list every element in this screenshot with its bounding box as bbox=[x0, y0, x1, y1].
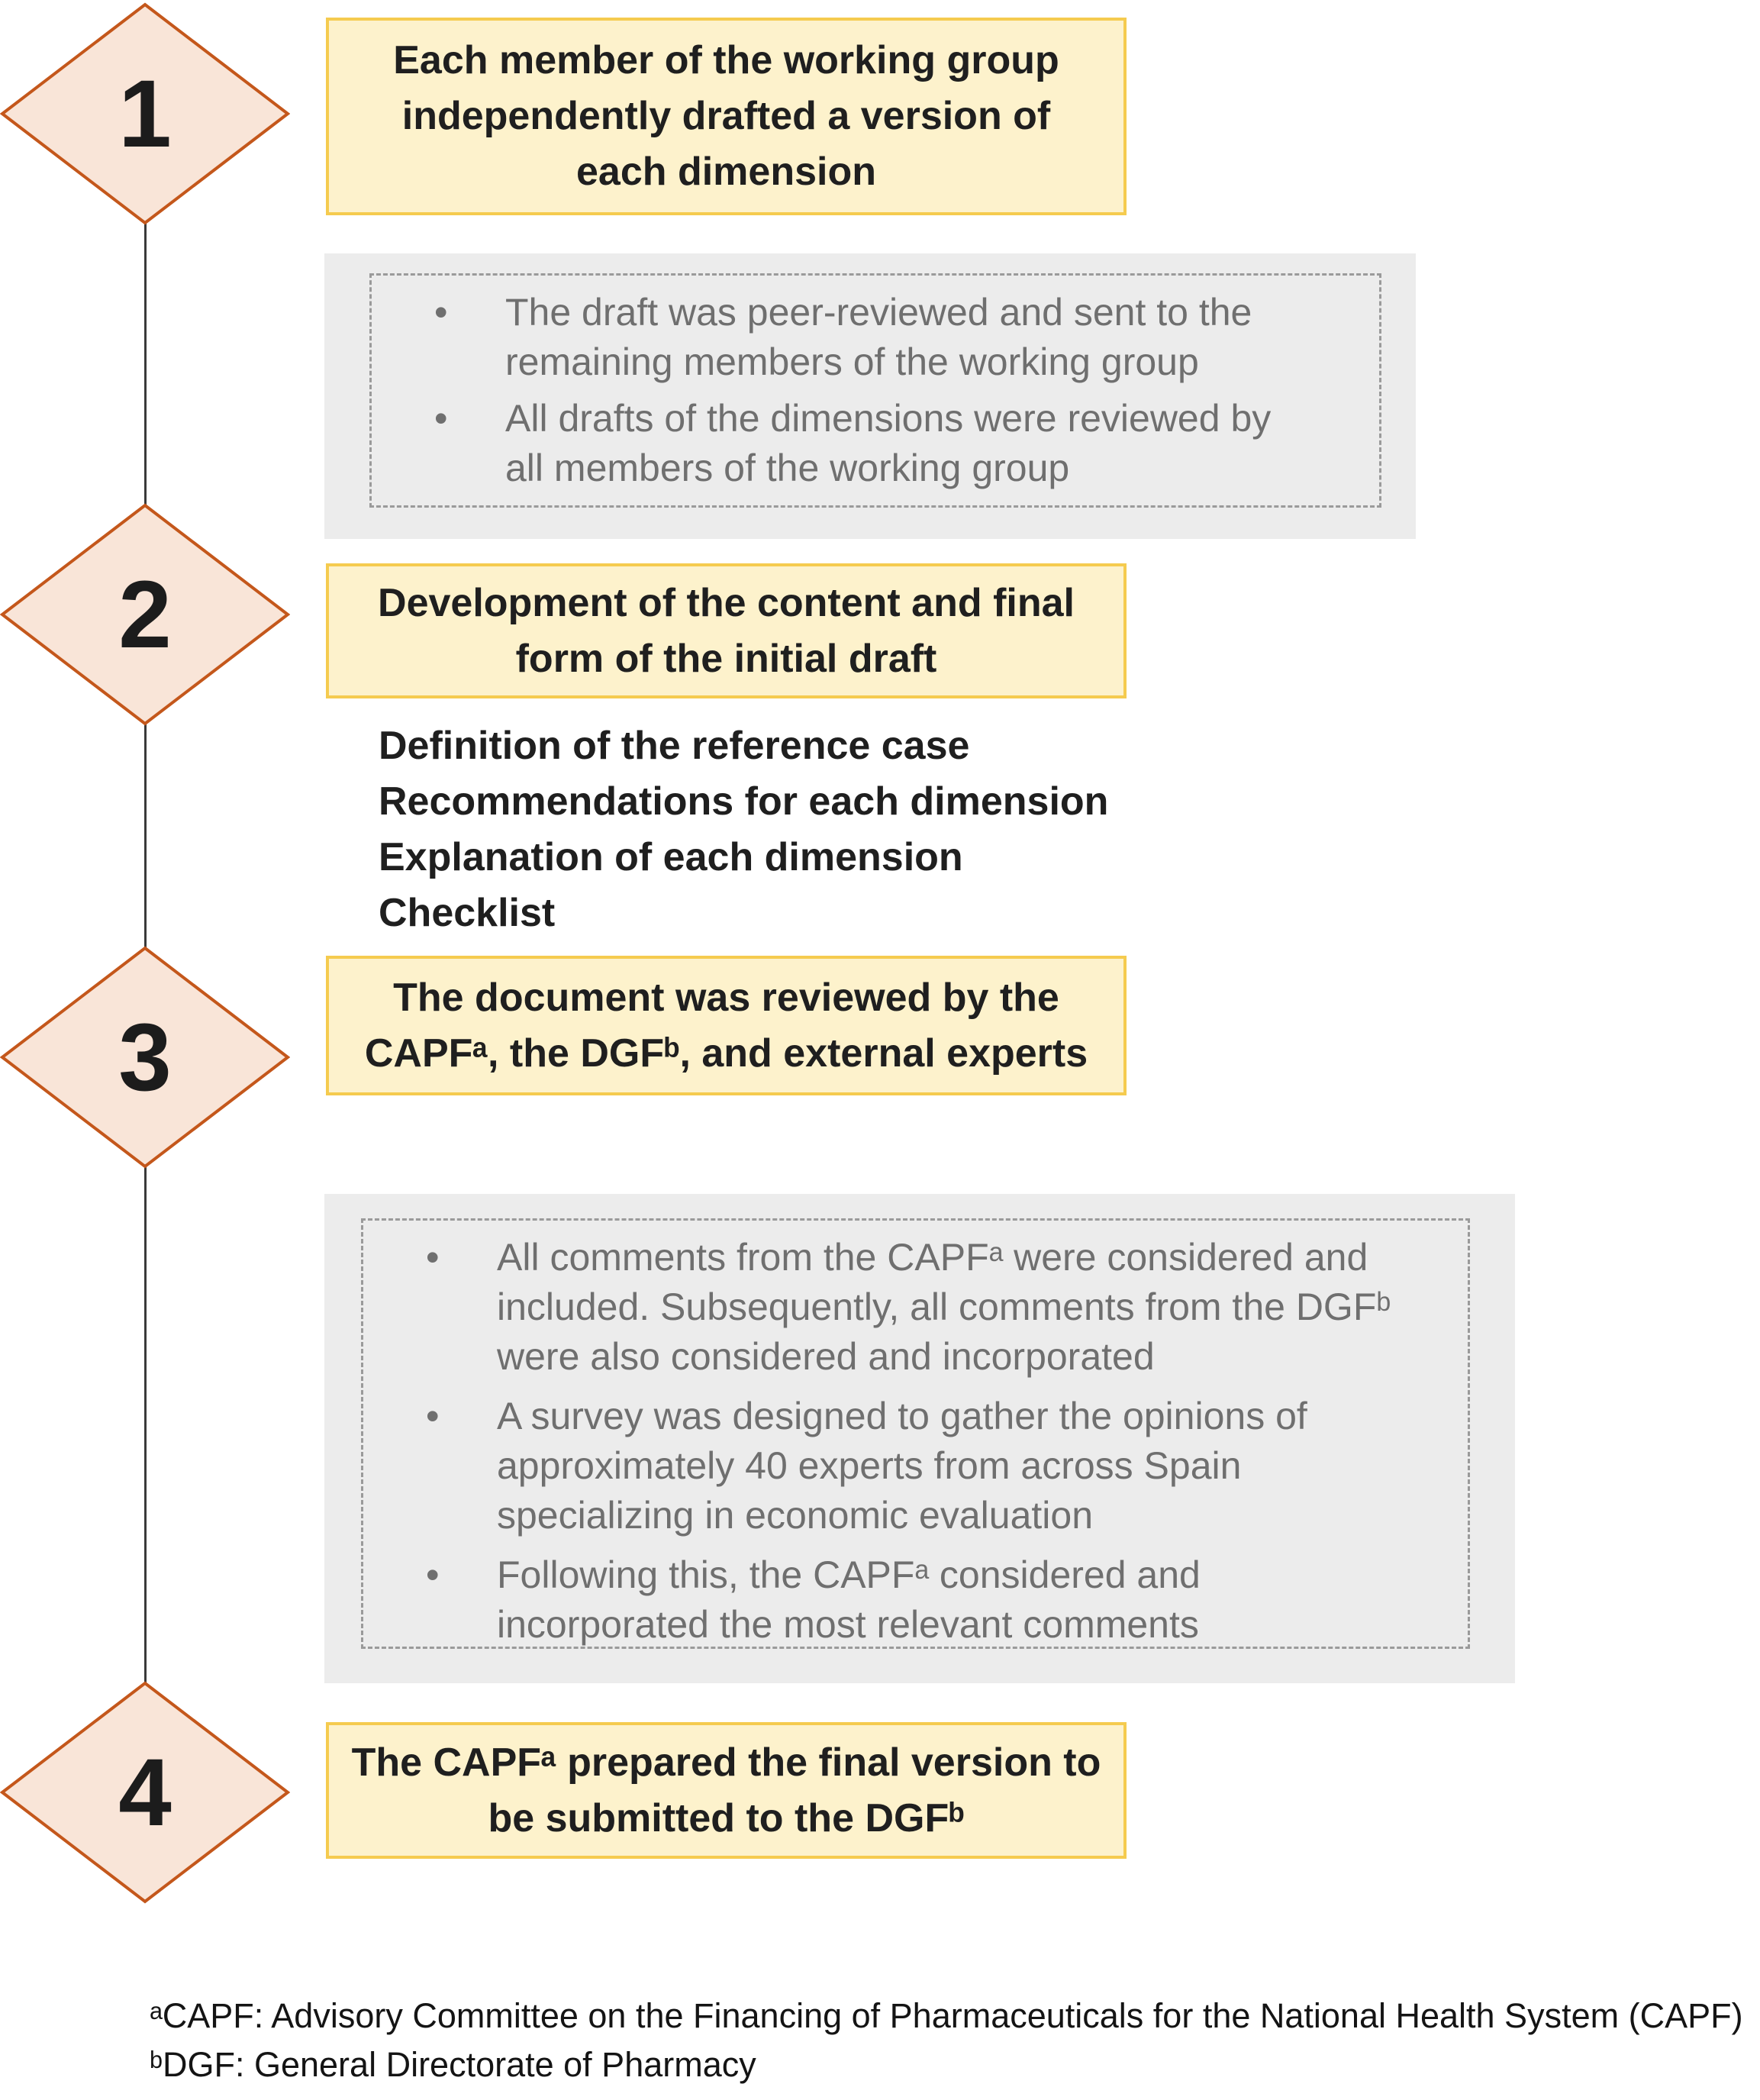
step-3-diamond bbox=[0, 946, 290, 1169]
step-3-line: CAPFᵃ, the DGFᵇ, and external experts bbox=[364, 1031, 1088, 1076]
step-2-box bbox=[326, 563, 1127, 698]
step-2-detail-list bbox=[379, 718, 1108, 941]
step-2-line: Development of the content and final bbox=[378, 580, 1075, 625]
step-2-line: form of the initial draft bbox=[515, 636, 937, 681]
step-4-line: be submitted to the DGFᵇ bbox=[488, 1795, 965, 1840]
list-item bbox=[363, 1392, 1445, 1540]
step-2-diamond bbox=[0, 503, 290, 726]
bullet-icon: • bbox=[434, 397, 448, 440]
bullet-line: Following this, the CAPFᵃ considered and bbox=[497, 1553, 1201, 1596]
step-3-number: 3 bbox=[118, 1004, 172, 1111]
list-item bbox=[363, 1550, 1445, 1650]
bullet-line: included. Subsequently, all comments from the DGFᵇ bbox=[497, 1285, 1391, 1328]
step-2-number: 2 bbox=[118, 561, 172, 668]
bullet-line: all members of the working group bbox=[505, 447, 1070, 489]
step-1-number: 1 bbox=[118, 60, 172, 167]
note-panel-2-dashed-box bbox=[361, 1218, 1470, 1649]
list-item bbox=[363, 1233, 1445, 1382]
step-1-box bbox=[326, 18, 1127, 215]
bullet-line: incorporated the most relevant comments bbox=[497, 1603, 1199, 1646]
bullet-icon: • bbox=[426, 1395, 440, 1437]
bullet-icon: • bbox=[434, 291, 448, 334]
list-item: Recommendations for each dimension bbox=[379, 779, 1109, 824]
list-item bbox=[372, 288, 1356, 387]
footnote-capf: ᵃCAPF: Advisory Committee on the Financing of Pharmaceuticals for the National Health System (CAPF) bbox=[150, 1996, 1743, 2035]
list-item bbox=[372, 394, 1356, 493]
bullet-line: remaining members of the working group bbox=[505, 340, 1199, 383]
bullet-line: All comments from the CAPFᵃ were considered and bbox=[497, 1236, 1368, 1279]
step-4-number: 4 bbox=[118, 1739, 172, 1846]
step-3-box bbox=[326, 956, 1127, 1095]
note-panel-1 bbox=[324, 253, 1416, 539]
step-1-line: each dimension bbox=[576, 150, 876, 194]
step-4-line: The CAPFᵃ prepared the final version to bbox=[351, 1740, 1101, 1785]
step-4-box bbox=[326, 1722, 1127, 1859]
step-1-line: independently drafted a version of bbox=[401, 94, 1051, 138]
step-4-diamond bbox=[0, 1681, 290, 1904]
bullet-line: A survey was designed to gather the opinions of bbox=[497, 1395, 1307, 1437]
step-1-line: Each member of the working group bbox=[393, 38, 1059, 82]
bullet-line: All drafts of the dimensions were reviewed by bbox=[505, 397, 1272, 440]
bullet-icon: • bbox=[426, 1553, 440, 1596]
note-panel-1-dashed-box bbox=[369, 273, 1381, 508]
bullet-line: The draft was peer-reviewed and sent to the bbox=[505, 291, 1252, 334]
bullet-line: specializing in economic evaluation bbox=[497, 1494, 1094, 1537]
list-item: Checklist bbox=[379, 891, 556, 935]
bullet-line: were also considered and incorporated bbox=[497, 1335, 1155, 1378]
footnotes bbox=[150, 1992, 1743, 2089]
footnote-dgf: ᵇDGF: General Directorate of Pharmacy bbox=[150, 2045, 756, 2084]
bullet-line: approximately 40 experts from across Spain bbox=[497, 1444, 1242, 1487]
list-item: Explanation of each dimension bbox=[379, 835, 963, 879]
list-item: Definition of the reference case bbox=[379, 724, 970, 768]
bullet-icon: • bbox=[426, 1236, 440, 1279]
step-3-line: The document was reviewed by the bbox=[393, 975, 1059, 1020]
step-1-diamond bbox=[0, 2, 290, 225]
note-panel-2 bbox=[324, 1194, 1515, 1683]
